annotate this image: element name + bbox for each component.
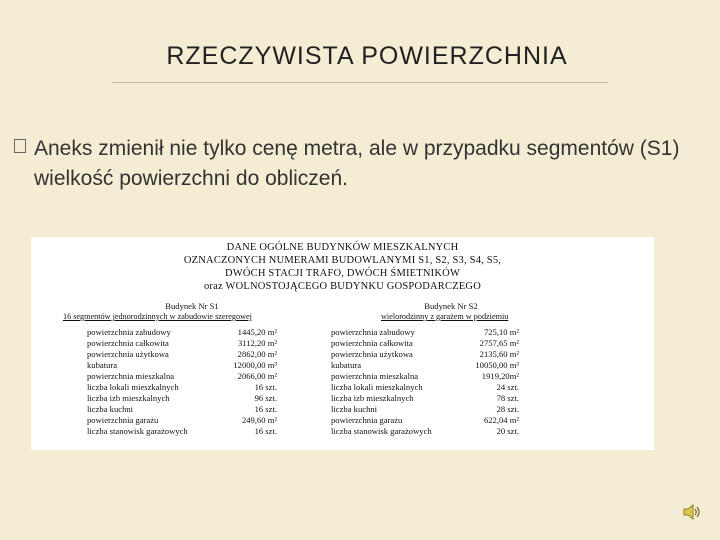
table-row — [87, 327, 277, 338]
speaker-icon[interactable] — [682, 502, 702, 522]
row-value: 20 szt. — [496, 426, 519, 436]
row-value: 249,60 m² — [241, 415, 277, 425]
row-label: kubatura — [331, 360, 362, 370]
scanned-document-image — [31, 237, 654, 450]
table-row — [331, 360, 519, 371]
table-row — [87, 338, 277, 349]
table-row — [87, 404, 277, 415]
building-s1-subtitle: 16 segmentów jednorodzinnych w zabudowie szeregowej — [63, 312, 252, 321]
row-label: powierzchnia garażu — [87, 415, 159, 425]
row-value: 78 szt. — [496, 393, 519, 403]
row-label: powierzchnia mieszkalna — [87, 371, 175, 381]
row-label: powierzchnia zabudowy — [331, 327, 415, 337]
bullet-text: Aneks zmienił nie tylko cenę metra, ale w przypadku segmentów (S1) wielkość powierzchni do obliczeń. — [34, 137, 680, 190]
row-value: 28 szt. — [496, 404, 519, 414]
row-value: 96 szt. — [254, 393, 277, 403]
row-value: 2066,00 m² — [237, 371, 277, 381]
row-label: powierzchnia garażu — [331, 415, 403, 425]
table-row — [331, 371, 519, 382]
table-row — [87, 360, 277, 371]
row-value: 3112,20 m² — [237, 338, 277, 348]
row-label: liczba kuchni — [331, 404, 378, 414]
row-label: powierzchnia zabudowy — [87, 327, 171, 337]
row-label: powierzchnia użytkowa — [87, 349, 169, 359]
table-row — [331, 382, 519, 393]
bullet-item — [14, 134, 694, 194]
doc-header-line: DWÓCH STACJI TRAFO, DWÓCH ŚMIETNIKÓW — [224, 268, 461, 279]
row-label: liczba izb mieszkalnych — [87, 393, 170, 403]
row-label: liczba lokali mieszkalnych — [331, 382, 423, 392]
building-s1-title: Budynek Nr S1 — [165, 301, 219, 311]
title-underline — [112, 82, 608, 83]
row-value: 24 szt. — [496, 382, 519, 392]
row-label: powierzchnia mieszkalna — [331, 371, 419, 381]
row-value: 622,04 m² — [483, 415, 519, 425]
table-row — [87, 349, 277, 360]
table-row — [331, 404, 519, 415]
bullet-box-icon — [14, 139, 26, 153]
row-label: liczba stanowisk garażowych — [331, 426, 432, 436]
doc-header-line: OZNACZONYCH NUMERAMI BUDOWLANYMI S1, S2, S3, S4, S5, — [183, 255, 502, 266]
doc-header-line: DANE OGÓLNE BUDYNKÓW MIESZKALNYCH — [226, 242, 459, 253]
row-label: liczba lokali mieszkalnych — [87, 382, 179, 392]
row-value: 2757,65 m² — [479, 338, 519, 348]
table-row — [87, 371, 277, 382]
row-value: 16 szt. — [254, 426, 277, 436]
row-value: 725,10 m² — [483, 327, 519, 337]
table-row — [87, 393, 277, 404]
row-label: liczba izb mieszkalnych — [331, 393, 414, 403]
row-label: powierzchnia użytkowa — [331, 349, 413, 359]
row-label: liczba stanowisk garażowych — [87, 426, 188, 436]
table-row — [331, 415, 519, 426]
row-value: 1919,20m² — [481, 371, 519, 381]
row-label: liczba kuchni — [87, 404, 134, 414]
table-row — [331, 349, 519, 360]
doc-header-line: oraz WOLNOSTOJĄCEGO BUDYNKU GOSPODARCZEGO — [203, 281, 482, 292]
row-value: 2862,00 m² — [237, 349, 277, 359]
row-value: 10050,00 m³ — [475, 360, 519, 370]
table-row — [331, 426, 519, 437]
building-s2-subtitle: wielorodzinny z garażem w podziemiu — [381, 312, 509, 321]
table-row — [331, 338, 519, 349]
table-row — [331, 327, 519, 338]
table-row — [87, 382, 277, 393]
row-value: 16 szt. — [254, 404, 277, 414]
building-s2-title: Budynek Nr S2 — [424, 301, 478, 311]
row-value: 2135,60 m² — [479, 349, 519, 359]
row-value: 12000,00 m³ — [233, 360, 277, 370]
row-label: kubatura — [87, 360, 118, 370]
table-row — [87, 415, 277, 426]
slide-title: RZECZYWISTA POWIERZCHNIA — [166, 42, 568, 70]
table-row — [331, 393, 519, 404]
row-value: 16 szt. — [254, 382, 277, 392]
table-row — [87, 426, 277, 437]
row-value: 1445,20 m² — [237, 327, 277, 337]
row-label: powierzchnia całkowita — [331, 338, 413, 348]
row-label: powierzchnia całkowita — [87, 338, 169, 348]
